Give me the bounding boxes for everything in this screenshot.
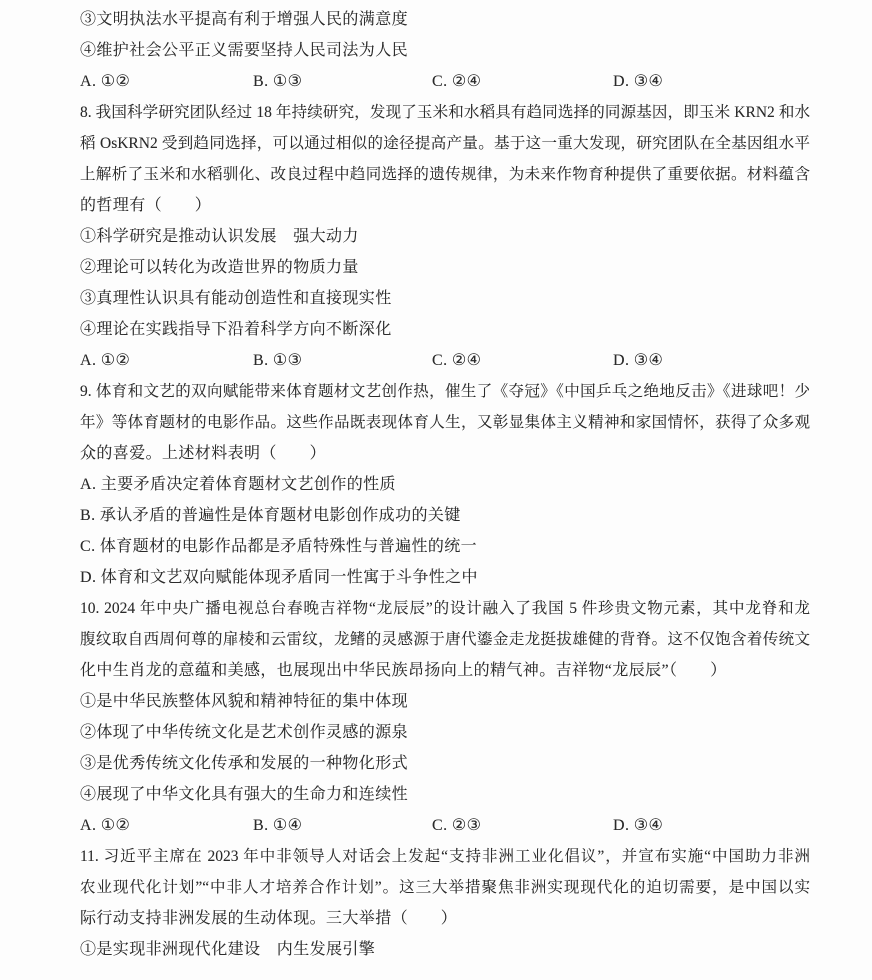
q8-stem-line-4: 的哲理有（ ） <box>80 197 212 214</box>
q7-choice-a: A. ①② <box>80 73 131 90</box>
q9-option-d: D. 体育和文艺双向赋能体现矛盾同一性寓于斗争性之中 <box>80 569 478 586</box>
q8-stem-line-1: 8. 我国科学研究团队经过 18 年持续研究，发现了玉米和水稻具有趋同选择的同源基因，即玉米 KRN2 和水 <box>80 104 810 121</box>
q8-statement-2: ②理论可以转化为改造世界的物质力量 <box>80 259 359 276</box>
q8-statement-3: ③真理性认识具有能动创造性和直接现实性 <box>80 290 392 307</box>
q8-statement-1: ①科学研究是推动认识发展 强大动力 <box>80 228 359 245</box>
q8-choice-c: C. ②④ <box>432 352 482 369</box>
q8-choices-row <box>80 345 810 376</box>
q10-choice-d: D. ③④ <box>613 817 664 834</box>
q9-stem-line-1: 9. 体育和文艺的双向赋能带来体育题材文艺创作热，催生了《夺冠》《中国乒乓之绝地反击》《进球吧！少 <box>80 383 810 400</box>
q9-option-c: C. 体育题材的电影作品都是矛盾特殊性与普遍性的统一 <box>80 538 478 555</box>
q9-stem-line-3: 众的喜爱。上述材料表明（ ） <box>80 445 327 462</box>
q11-stem-line-2: 农业现代化计划”“中非人才培养合作计划”。这三大举措聚焦非洲实现现代化的迫切需要，是中国以实 <box>80 879 810 896</box>
q10-choice-c: C. ②③ <box>432 817 482 834</box>
exam-content <box>80 4 810 965</box>
q8-statement-4: ④理论在实践指导下沿着科学方向不断深化 <box>80 321 392 338</box>
q10-choice-b: B. ①④ <box>253 817 303 834</box>
q7-choice-b: B. ①③ <box>253 73 303 90</box>
q7-statement-3: ③文明执法水平提高有利于增强人民的满意度 <box>80 11 409 28</box>
q10-stem-line-3: 化中生肖龙的意蕴和美感，也展现出中华民族昂扬向上的精气神。吉祥物“龙辰辰”（ ） <box>80 662 727 679</box>
q8-choice-d: D. ③④ <box>613 352 664 369</box>
q10-choice-a: A. ①② <box>80 817 131 834</box>
q10-statement-3: ③是优秀传统文化传承和发展的一种物化形式 <box>80 755 409 772</box>
q7-choice-d: D. ③④ <box>613 73 664 90</box>
q10-statement-4: ④展现了中华文化具有强大的生命力和连续性 <box>80 786 409 803</box>
q7-statement-4: ④维护社会公平正义需要坚持人民司法为人民 <box>80 42 409 59</box>
q9-option-a: A. 主要矛盾决定着体育题材文艺创作的性质 <box>80 476 396 493</box>
q9-option-b: B. 承认矛盾的普遍性是体育题材电影创作成功的关键 <box>80 507 461 524</box>
q11-stem-line-1: 11. 习近平主席在 2023 年中非领导人对话会上发起“支持非洲工业化倡议”，并宣布实施“中国助力非洲 <box>80 848 810 865</box>
q10-statement-1: ①是中华民族整体风貌和精神特征的集中体现 <box>80 693 409 710</box>
q8-stem-line-2: 稻 OsKRN2 受到趋同选择，可以通过相似的途径提高产量。基于这一重大发现，研究团队在全基因组水平 <box>80 135 810 152</box>
q11-stem-line-3: 际行动支持非洲发展的生动体现。三大举措（ ） <box>80 910 458 927</box>
q10-stem-line-2: 腹纹取自西周何尊的扉棱和云雷纹，龙鳍的灵感源于唐代鎏金走龙挺拔雄健的背脊。这不仅饱含着传统文 <box>80 631 810 648</box>
q11-statement-1: ①是实现非洲现代化建设 内生发展引擎 <box>80 941 376 958</box>
q8-stem-line-3: 上解析了玉米和水稻驯化、改良过程中趋同选择的遗传规律，为未来作物育种提供了重要依据。材料蕴含 <box>80 166 810 183</box>
q7-choice-c: C. ②④ <box>432 73 482 90</box>
q8-choice-b: B. ①③ <box>253 352 303 369</box>
q8-choice-a: A. ①② <box>80 352 131 369</box>
q7-choices-row <box>80 66 810 97</box>
q10-statement-2: ②体现了中华传统文化是艺术创作灵感的源泉 <box>80 724 409 741</box>
q10-stem-line-1: 10. 2024 年中央广播电视总台春晚吉祥物“龙辰辰”的设计融入了我国 5 件珍贵文物元素，其中龙脊和龙 <box>80 600 810 617</box>
q9-stem-line-2: 年》等体育题材的电影作品。这些作品既表现体育人生，又彰显集体主义精神和家国情怀，获得了众多观 <box>80 414 810 431</box>
q10-choices-row <box>80 810 810 841</box>
